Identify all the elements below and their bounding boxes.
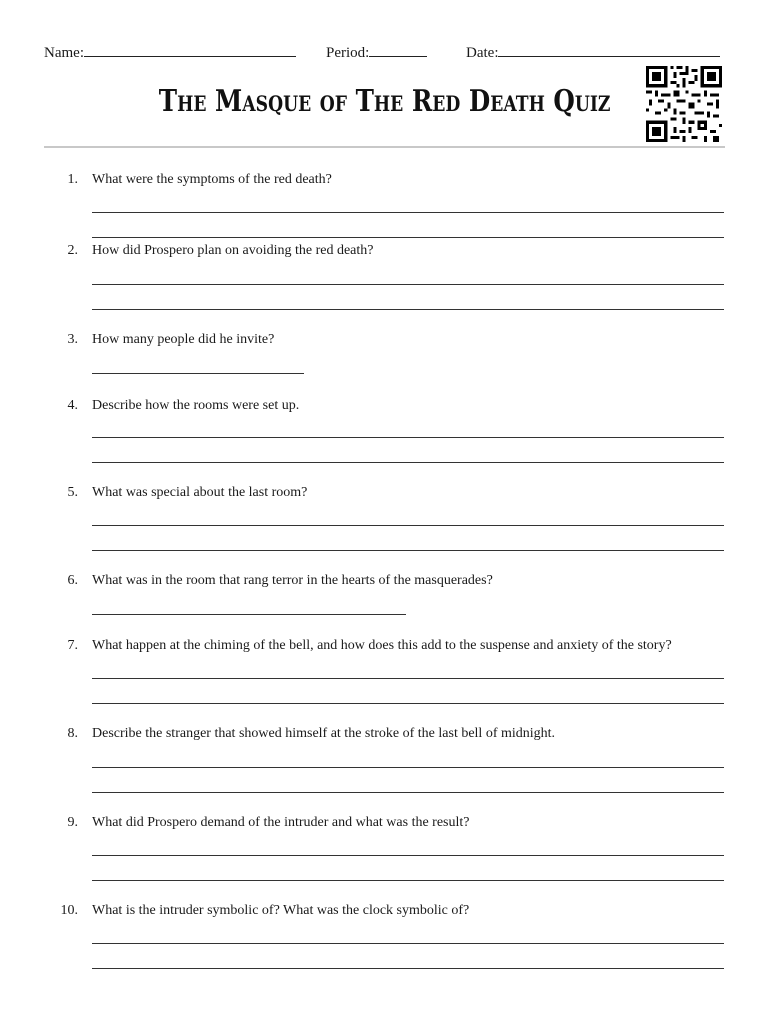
date-blank[interactable] (498, 55, 720, 57)
answer-line[interactable] (92, 767, 724, 768)
answer-line[interactable] (92, 943, 724, 944)
period-field (326, 45, 427, 62)
answer-line[interactable] (92, 462, 724, 463)
question-text: What happen at the chiming of the bell, and how does this add to the suspense and anxiety of the story? (92, 638, 672, 653)
header-divider (44, 146, 725, 148)
qr-code-icon (646, 66, 722, 142)
answer-line[interactable] (92, 703, 724, 704)
period-label: Period: (326, 45, 370, 61)
question-number: 6. (67, 573, 78, 588)
answer-line[interactable] (92, 792, 724, 793)
period-blank[interactable] (369, 55, 427, 57)
question-number: 10. (60, 903, 78, 918)
question-text: What was in the room that rang terror in the hearts of the masquerades? (92, 573, 493, 588)
question-text: How did Prospero plan on avoiding the red death? (92, 243, 374, 258)
answer-line[interactable] (92, 968, 724, 969)
answer-line[interactable] (92, 237, 724, 238)
name-field (44, 45, 296, 62)
question-text: What did Prospero demand of the intruder and what was the result? (92, 815, 470, 830)
answer-line[interactable] (92, 373, 304, 374)
question-text: What is the intruder symbolic of? What was the clock symbolic of? (92, 903, 470, 918)
date-label: Date: (466, 45, 499, 61)
answer-line[interactable] (92, 437, 724, 438)
answer-line[interactable] (92, 284, 724, 285)
question-text: What were the symptoms of the red death? (92, 172, 332, 187)
answer-line[interactable] (92, 212, 724, 213)
question-text: What was special about the last room? (92, 485, 308, 500)
question-number: 8. (67, 726, 78, 741)
answer-line[interactable] (92, 614, 406, 615)
date-field (466, 45, 720, 62)
question-number: 1. (67, 172, 78, 187)
answer-line[interactable] (92, 880, 724, 881)
question-number: 4. (67, 398, 78, 413)
question-text: Describe how the rooms were set up. (92, 398, 300, 413)
answer-line[interactable] (92, 550, 724, 551)
question-number: 2. (67, 243, 78, 258)
answer-line[interactable] (92, 525, 724, 526)
question-number: 7. (67, 638, 78, 653)
question-number: 3. (67, 332, 78, 347)
answer-line[interactable] (92, 309, 724, 310)
page-title: The Masque of The Red Death Quiz (158, 84, 611, 119)
name-blank[interactable] (84, 55, 296, 57)
question-number: 5. (67, 485, 78, 500)
question-text: Describe the stranger that showed himself at the stroke of the last bell of midnight. (92, 726, 556, 741)
question-text: How many people did he invite? (92, 332, 275, 347)
question-number: 9. (67, 815, 78, 830)
name-label: Name: (44, 45, 84, 61)
answer-line[interactable] (92, 855, 724, 856)
answer-line[interactable] (92, 678, 724, 679)
